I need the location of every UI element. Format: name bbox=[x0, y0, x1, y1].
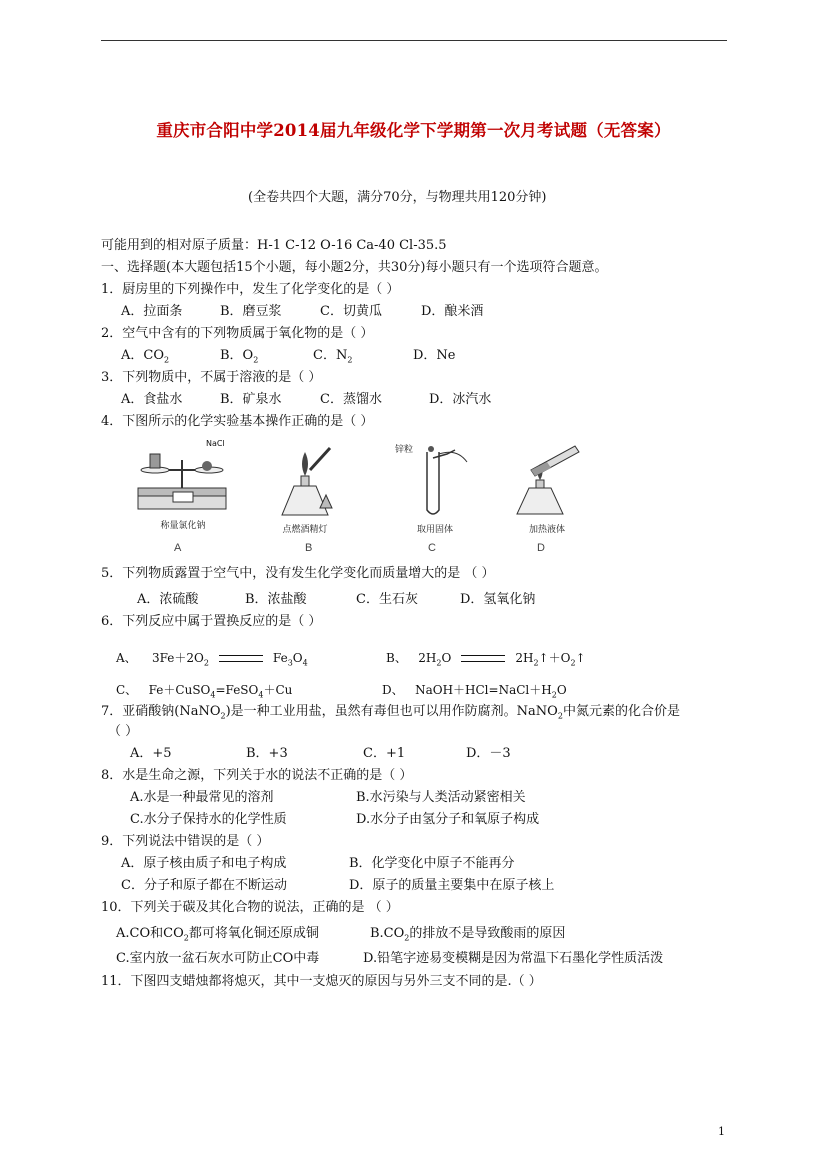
q6-option-c-end: ＋Cu bbox=[263, 683, 293, 697]
q2-option-a-sub: 2 bbox=[164, 355, 170, 365]
section-1-heading: 一、选择题(本大题包括15个小题，每小题2分，共30分)每小题只有一个选项符合题意。 bbox=[101, 260, 608, 275]
q10-option-a-part1: A.CO和CO bbox=[116, 926, 184, 941]
q6-option-b-label: B、 bbox=[386, 651, 407, 665]
exam-title: 重庆市合阳中学2014届九年级化学下学期第一次月考试题（无答案） bbox=[156, 121, 671, 140]
q6-d-sub1: 2 bbox=[551, 690, 557, 700]
q5-stem: 5．下列物质露置于空气中，没有发生化学变化而质量增大的是 （ ） bbox=[101, 566, 495, 581]
q8-option-c: C.水分子保持水的化学性质 bbox=[130, 812, 287, 827]
q3-option-d: D．冰汽水 bbox=[429, 392, 492, 407]
q9-option-a: A．原子核由质子和电子构成 bbox=[121, 856, 287, 871]
q11-stem: 11．下图四支蜡烛都将熄灭，其中一支熄灭的原因与另外三支不同的是.（ ） bbox=[101, 974, 542, 989]
q10-option-c: C.室内放一盆石灰水可防止CO中毒 bbox=[116, 951, 320, 966]
q7-sub2: 2 bbox=[557, 711, 563, 721]
header-rule bbox=[101, 40, 727, 41]
q6-option-c-text: Fe＋CuSO bbox=[148, 683, 211, 697]
figure-a-caption: 称量氯化钠 bbox=[160, 521, 206, 531]
q8-option-d: D.水分子由氢分子和氧原子构成 bbox=[356, 812, 540, 827]
q6-c-sub1: 4 bbox=[210, 690, 216, 700]
figure-d-letter: D bbox=[537, 542, 545, 554]
q2-option-a bbox=[121, 348, 169, 369]
q2-option-b bbox=[220, 348, 258, 369]
q10-option-a bbox=[116, 926, 319, 947]
q6-a-sub1: 2 bbox=[203, 658, 209, 668]
q2-option-c-sub: 2 bbox=[347, 355, 353, 365]
q7-option-a: A．+5 bbox=[130, 746, 172, 761]
page-number: 1 bbox=[718, 1125, 725, 1138]
q10-option-b bbox=[370, 926, 565, 947]
q6-option-d-end: O bbox=[556, 683, 567, 697]
q6-b-sub2: 2 bbox=[533, 658, 539, 668]
q10-a-sub: 2 bbox=[183, 933, 189, 943]
q3-option-b: B．矿泉水 bbox=[220, 392, 282, 407]
q6-b-sub1: 2 bbox=[436, 658, 442, 668]
figure-b-caption: 点燃酒精灯 bbox=[282, 525, 328, 535]
q3-option-a: A．食盐水 bbox=[121, 392, 183, 407]
figure-b-letter: B bbox=[305, 542, 313, 554]
figure-c-letter: C bbox=[428, 542, 436, 554]
q6-option-b-left-end: O bbox=[441, 651, 452, 665]
q7-option-b: B．+3 bbox=[246, 746, 288, 761]
q10-stem: 10．下列关于碳及其化合物的说法，正确的是 （ ） bbox=[101, 900, 399, 915]
q10-option-a-part2: 都可将氧化铜还原成铜 bbox=[188, 926, 319, 941]
q9-stem: 9．下列说法中错误的是（ ） bbox=[101, 834, 270, 849]
figure-d-caption: 加热液体 bbox=[528, 525, 565, 535]
q6-option-a-right: Fe bbox=[272, 651, 288, 665]
q7-stem-part1: 7．亚硝酸钠(NaNO bbox=[101, 704, 221, 719]
q6-option-b-right-mid: ↑＋O bbox=[538, 651, 571, 665]
q2-option-d: D．Ne bbox=[413, 348, 456, 363]
figure-a-balance bbox=[133, 440, 233, 531]
q2-option-b-text: B．O bbox=[220, 348, 254, 363]
alcohol-lamp-illustration bbox=[270, 440, 340, 520]
q6-option-b-right: 2H bbox=[515, 651, 534, 665]
equals-sign-icon bbox=[461, 655, 505, 662]
q10-option-d: D.铅笔字迹易变模糊是因为常温下石墨化学性质活泼 bbox=[363, 951, 664, 966]
atomic-masses: 可能用到的相对原子质量：H-1 C-12 O-16 Ca-40 Cl-35.5 bbox=[101, 238, 447, 253]
figure-c-label: 锌粒 bbox=[395, 445, 414, 455]
q8-option-b: B.水污染与人类活动紧密相关 bbox=[356, 790, 526, 805]
q6-option-d-text: NaOH＋HCl=NaCl＋H bbox=[415, 683, 552, 697]
figure-b-lamp bbox=[270, 440, 340, 535]
q6-option-a-left: 3Fe＋2O bbox=[151, 651, 204, 665]
q5-option-a: A．浓硫酸 bbox=[137, 592, 199, 607]
q7-stem-part2: )是一种工业用盐，虽然有毒但也可以用作防腐剂。NaNO bbox=[225, 704, 558, 719]
q2-option-c-text: C．N bbox=[313, 348, 348, 363]
q7-stem-cont: （ ） bbox=[108, 724, 139, 739]
q5-option-b: B．浓盐酸 bbox=[245, 592, 307, 607]
q10-option-b-part2: 的排放不是导致酸雨的原因 bbox=[409, 926, 566, 941]
q1-option-b: B．磨豆浆 bbox=[220, 304, 282, 319]
balance-illustration bbox=[133, 440, 233, 520]
q6-option-a-label: A、 bbox=[116, 651, 137, 665]
q6-c-sub2: 4 bbox=[258, 690, 264, 700]
figure-c-test-tube bbox=[395, 440, 475, 535]
q6-option-a bbox=[116, 650, 308, 671]
q6-option-c-mid: =FeSO bbox=[215, 683, 259, 697]
q2-option-a-text: A．CO bbox=[121, 348, 164, 363]
equals-sign-icon bbox=[219, 655, 263, 662]
exam-subtitle: (全卷共四个大题，满分70分，与物理共用120分钟) bbox=[248, 190, 547, 205]
q3-stem: 3．下列物质中，不属于溶液的是（ ） bbox=[101, 370, 322, 385]
heating-liquid-illustration bbox=[507, 440, 587, 520]
q7-sub1: 2 bbox=[220, 711, 226, 721]
q7-stem-part3: 中氮元素的化合价是 bbox=[562, 704, 680, 719]
q6-stem: 6．下列反应中属于置换反应的是（ ） bbox=[101, 614, 322, 629]
q2-option-b-sub: 2 bbox=[253, 355, 259, 365]
q8-option-a: A.水是一种最常见的溶剂 bbox=[130, 790, 274, 805]
figure-a-letter: A bbox=[174, 542, 182, 554]
q9-option-b: B．化学变化中原子不能再分 bbox=[349, 856, 515, 871]
q2-option-c bbox=[313, 348, 352, 369]
q6-option-b bbox=[386, 650, 586, 671]
q4-stem: 4．下图所示的化学实验基本操作正确的是（ ） bbox=[101, 414, 374, 429]
q7-option-c: C．+1 bbox=[363, 746, 406, 761]
figure-d-heating bbox=[507, 440, 587, 535]
figure-a-label: NaCl bbox=[206, 439, 225, 448]
figure-c-caption: 取用固体 bbox=[416, 525, 453, 535]
q6-a-sub3: 4 bbox=[302, 658, 308, 668]
q6-option-c bbox=[116, 682, 292, 703]
q5-option-d: D．氢氧化钠 bbox=[460, 592, 536, 607]
q6-option-d-label: D、 bbox=[382, 683, 404, 697]
q6-a-sub2: 3 bbox=[287, 658, 293, 668]
q6-option-c-label: C、 bbox=[116, 683, 138, 697]
q10-option-b-part1: B.CO bbox=[370, 926, 405, 941]
q1-stem: 1．厨房里的下列操作中，发生了化学变化的是（ ） bbox=[101, 282, 400, 297]
q6-option-a-right-end: O bbox=[292, 651, 303, 665]
q3-option-c: C．蒸馏水 bbox=[320, 392, 382, 407]
q6-option-b-left: 2H bbox=[418, 651, 437, 665]
q7-option-d: D．－3 bbox=[466, 746, 511, 761]
q6-option-d bbox=[382, 682, 567, 703]
q8-stem: 8．水是生命之源，下列关于水的说法不正确的是（ ） bbox=[101, 768, 413, 783]
q5-option-c: C．生石灰 bbox=[356, 592, 418, 607]
q1-option-d: D．酿米酒 bbox=[421, 304, 484, 319]
q6-option-b-right-end: ↑ bbox=[575, 651, 586, 665]
q1-option-c: C．切黄瓜 bbox=[320, 304, 382, 319]
q9-option-c: C．分子和原子都在不断运动 bbox=[121, 878, 287, 893]
q10-b-sub: 2 bbox=[404, 933, 410, 943]
q9-option-d: D．原子的质量主要集中在原子核上 bbox=[349, 878, 555, 893]
q2-stem: 2．空气中含有的下列物质属于氧化物的是（ ） bbox=[101, 326, 374, 341]
q6-b-sub3: 2 bbox=[570, 658, 576, 668]
q1-option-a: A．拉面条 bbox=[121, 304, 183, 319]
q7-stem bbox=[101, 704, 680, 725]
